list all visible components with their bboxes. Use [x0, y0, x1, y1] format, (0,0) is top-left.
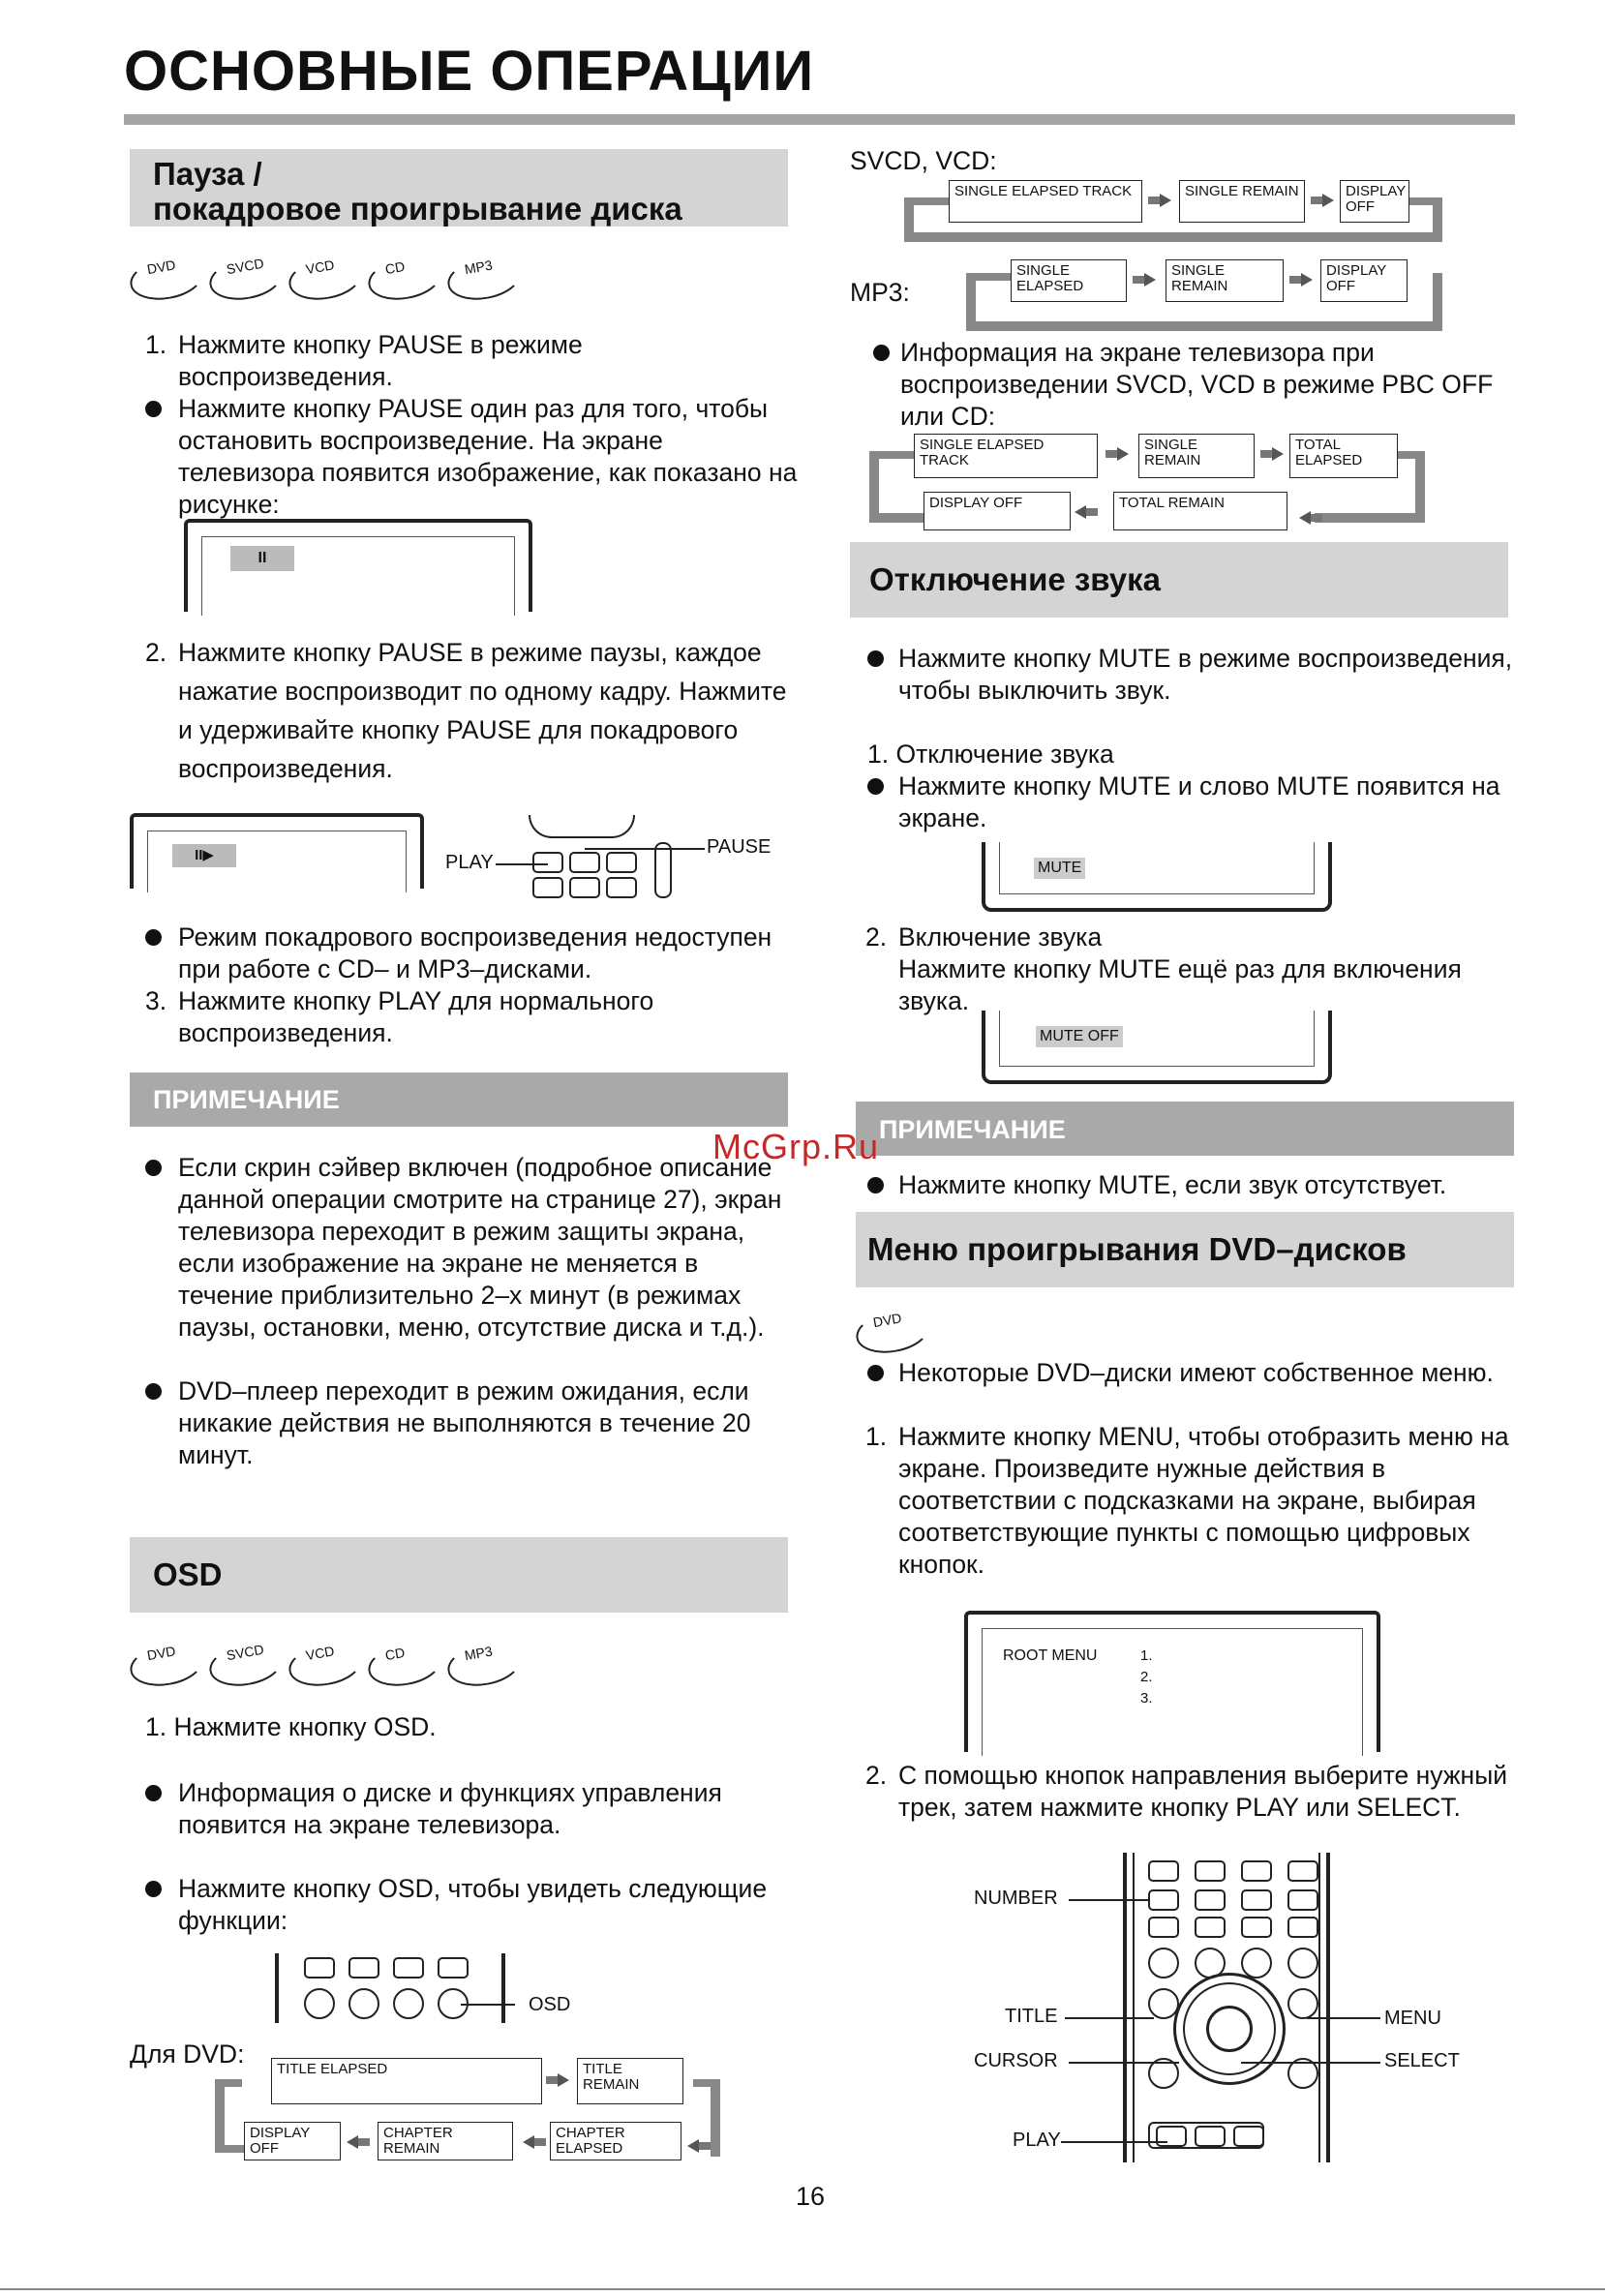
- number-button[interactable]: [1195, 1889, 1226, 1911]
- section-heading-pause: [130, 149, 788, 227]
- remote-fragment-play-pause: [436, 815, 784, 898]
- bullet: Нажмите кнопку PAUSE один раз для того, чтобы остановить воспроизведение. На экране телевизора появится изображение, как показано на рисунке:: [130, 393, 798, 521]
- number-button[interactable]: [1241, 1917, 1272, 1938]
- step-indicator: II▶: [172, 844, 236, 867]
- dvd-osd-flow: [215, 2058, 738, 2164]
- svcd-label: SVCD, VCD:: [850, 146, 997, 175]
- number-button[interactable]: [1148, 1917, 1179, 1938]
- note-heading-1: ПРИМЕЧАНИЕ: [130, 1072, 788, 1127]
- page-title: ОСНОВНЫЕ ОПЕРАЦИИ: [124, 40, 815, 103]
- svcd-disc-icon: SVCD: [206, 253, 286, 306]
- mp3-disc-icon: MP3: [444, 1639, 524, 1692]
- tv-screen-root-menu: [964, 1611, 1380, 1752]
- osd-box: TITLE ELAPSED: [271, 2058, 542, 2104]
- tv-screen-step: [130, 813, 424, 889]
- play-label: PLAY: [1013, 2130, 1061, 2151]
- heading-line-2: покадровое проигрывание диска: [153, 191, 682, 227]
- select-button[interactable]: [1206, 2006, 1253, 2052]
- remote-button[interactable]: [348, 1988, 379, 2019]
- pause-step-2: 2. Нажмите кнопку PAUSE в режиме паузы, каждое нажатие воспроизводит по одному кадру. Нажмите и удерживайте кнопку PAUSE для покадрового воспроизведения.: [145, 638, 787, 783]
- osd-box: DISPLAY OFF: [1340, 180, 1409, 223]
- osd-box: SINGLE ELAPSED TRACK: [914, 434, 1098, 478]
- remote-button[interactable]: [532, 877, 563, 898]
- mp3-label: MP3:: [850, 278, 910, 307]
- title-rule: [124, 114, 1515, 125]
- section-heading-menu: Меню проигрывания DVD–дисков: [856, 1212, 1514, 1287]
- remote-button[interactable]: [1241, 1948, 1272, 1979]
- cd-disc-icon: CD: [365, 253, 444, 306]
- pause-steps: [130, 329, 798, 521]
- remote-button[interactable]: [393, 1957, 424, 1979]
- osd-box: TITLE REMAIN: [577, 2058, 683, 2104]
- osd-box: CHAPTER REMAIN: [378, 2122, 513, 2160]
- section-heading-osd: OSD: [130, 1537, 788, 1613]
- remote-button[interactable]: [304, 1957, 335, 1979]
- pbc-osd-flow: [869, 430, 1431, 527]
- menu-item: 3.: [1140, 1690, 1153, 1707]
- pause-indicator: II: [230, 546, 294, 571]
- play-button[interactable]: [532, 852, 563, 873]
- osd-box: TOTAL REMAIN: [1113, 492, 1287, 530]
- number-button[interactable]: [1195, 1917, 1226, 1938]
- dvd-disc-icon: DVD: [127, 1639, 206, 1692]
- for-dvd-label: Для DVD:: [130, 2039, 245, 2069]
- tv-screen-mute: [982, 842, 1332, 912]
- disc-icons-row: [130, 1640, 536, 1698]
- note-2-body: Нажмите кнопку MUTE, если звук отсутствует.: [850, 1169, 1518, 1201]
- vcd-disc-icon: VCD: [286, 1639, 365, 1692]
- remote-button[interactable]: [304, 1988, 335, 2019]
- number-button[interactable]: [1148, 1889, 1179, 1911]
- remote-button[interactable]: [1287, 1948, 1318, 1979]
- dvd-disc-icon: DVD: [127, 253, 206, 306]
- select-label: SELECT: [1384, 2050, 1460, 2071]
- note-1-body: Если скрин сэйвер включен (подробное описание данной операции смотрите на странице 27), экран телевизора переходит в режим защиты экрана, если изображение на экране не меняется в течение приблизительно 2–х минут (в режимах паузы, остановки, меню, отсутствие диска и т.д.). DVD–плеер переходит в режим ожидания, если никакие действия не выполняются в течение 20 минут.: [130, 1152, 798, 1471]
- remote-button[interactable]: [1233, 2126, 1264, 2147]
- play-button[interactable]: [1156, 2126, 1187, 2147]
- remote-button[interactable]: [393, 1988, 424, 2019]
- remote-button[interactable]: [348, 1957, 379, 1979]
- remote-button[interactable]: [569, 877, 600, 898]
- osd-box: SINGLE REMAIN: [1138, 434, 1255, 478]
- number-button[interactable]: [1195, 1860, 1226, 1882]
- remote-button[interactable]: [438, 1957, 469, 1979]
- page-number: 16: [796, 2182, 826, 2211]
- mute-indicator: MUTE: [1034, 858, 1085, 879]
- vcd-disc-icon: VCD: [286, 253, 365, 306]
- osd-box: DISPLAY OFF: [924, 492, 1071, 530]
- menu-item: 2.: [1140, 1669, 1153, 1685]
- root-menu-label: ROOT MENU: [1003, 1647, 1098, 1664]
- menu-label: MENU: [1384, 2008, 1441, 2029]
- pause-button[interactable]: [569, 852, 600, 873]
- play-label: PLAY: [445, 852, 494, 873]
- remote-fragment-osd: [275, 1953, 604, 2027]
- osd-box: CHAPTER ELAPSED: [550, 2122, 681, 2160]
- menu-item: 1.: [1140, 1647, 1153, 1664]
- remote-button[interactable]: [1148, 1948, 1179, 1979]
- osd-box: TOTAL ELAPSED: [1289, 434, 1398, 478]
- mute-off-indicator: MUTE OFF: [1036, 1026, 1123, 1047]
- remote-control-diagram: [958, 1853, 1481, 2162]
- menu-button[interactable]: [1287, 1988, 1318, 2019]
- menu-body: Некоторые DVD–диски имеют собственное меню. 1. Нажмите кнопку MENU, чтобы отобразить меню на экране. Произведите нужные действия в соответствии с подсказками на экране, выбирая соответствующие пункты с помощью цифровых кнопок.: [865, 1358, 1509, 1579]
- number-button[interactable]: [1287, 1860, 1318, 1882]
- heading-line-1: Пауза /: [153, 156, 262, 192]
- watermark: McGrp.Ru: [712, 1127, 880, 1166]
- title-label: TITLE: [1005, 2006, 1058, 2027]
- osd-box: SINGLE ELAPSED TRACK: [949, 180, 1142, 223]
- osd-box: SINGLE REMAIN: [1166, 259, 1284, 302]
- mute-body: Нажмите кнопку MUTE в режиме воспроизведения, чтобы выключить звук. 1. Отключение звука Нажмите кнопку MUTE и слово MUTE появится на экране.: [850, 643, 1518, 834]
- osd-box: SINGLE REMAIN: [1179, 180, 1305, 223]
- cursor-label: CURSOR: [974, 2050, 1058, 2071]
- osd-step-1: 1. Нажмите кнопку OSD.: [145, 1712, 437, 1741]
- disc-icons-row: [856, 1307, 953, 1361]
- number-button[interactable]: [1287, 1917, 1318, 1938]
- pause-notes: Режим покадрового воспроизведения недоступен при работе с CD– и MP3–дисками. 3. Нажмите кнопку PLAY для нормального воспроизведения.: [145, 922, 772, 1047]
- number-button[interactable]: [1148, 1860, 1179, 1882]
- number-button[interactable]: [1241, 1889, 1272, 1911]
- note-heading-2: ПРИМЕЧАНИЕ: [856, 1102, 1514, 1156]
- tv-screen-pause: [184, 519, 532, 612]
- disc-icons-row: [130, 254, 536, 312]
- dvd-disc-icon: DVD: [853, 1306, 932, 1359]
- svcd-osd-flow: [904, 174, 1446, 244]
- mute-step-2: 2. Включение звука Нажмите кнопку MUTE ещё раз для включения звука.: [865, 922, 1462, 1015]
- bottom-rule: [0, 2288, 1605, 2290]
- osd-box: SINGLE ELAPSED: [1011, 259, 1127, 302]
- osd-box: DISPLAY OFF: [1320, 259, 1408, 302]
- pause-label: PAUSE: [707, 836, 772, 858]
- osd-label: OSD: [529, 1994, 571, 2015]
- section-heading-mute: Отключение звука: [850, 542, 1508, 618]
- osd-box: DISPLAY OFF: [244, 2122, 341, 2160]
- menu-step-2: 2. С помощью кнопок направления выберите нужный трек, затем нажмите кнопку PLAY или SELECT.: [865, 1761, 1508, 1822]
- remote-button[interactable]: [606, 852, 637, 873]
- number-label: NUMBER: [974, 1888, 1058, 1909]
- pbc-info: Информация на экране телевизора при воспроизведении SVCD, VCD в режиме PBC OFF или CD:: [850, 337, 1508, 433]
- svcd-disc-icon: SVCD: [206, 1639, 286, 1692]
- cd-disc-icon: CD: [365, 1639, 444, 1692]
- tv-screen-mute-off: [982, 1011, 1332, 1084]
- mp3-disc-icon: MP3: [444, 253, 524, 306]
- remote-button[interactable]: [1195, 2126, 1226, 2147]
- remote-button[interactable]: [606, 877, 637, 898]
- step: 1. Нажмите кнопку PAUSE в режиме воспроизведения.: [145, 330, 583, 391]
- number-button[interactable]: [1287, 1889, 1318, 1911]
- mute-step-1: 1. Отключение звука: [867, 740, 1114, 769]
- mp3-osd-flow: [966, 254, 1450, 335]
- osd-bullets: Информация о диске и функциях управления появится на экране телевизора. Нажмите кнопку OSD, чтобы увидеть следующие функции:: [130, 1777, 798, 1937]
- number-button[interactable]: [1241, 1860, 1272, 1882]
